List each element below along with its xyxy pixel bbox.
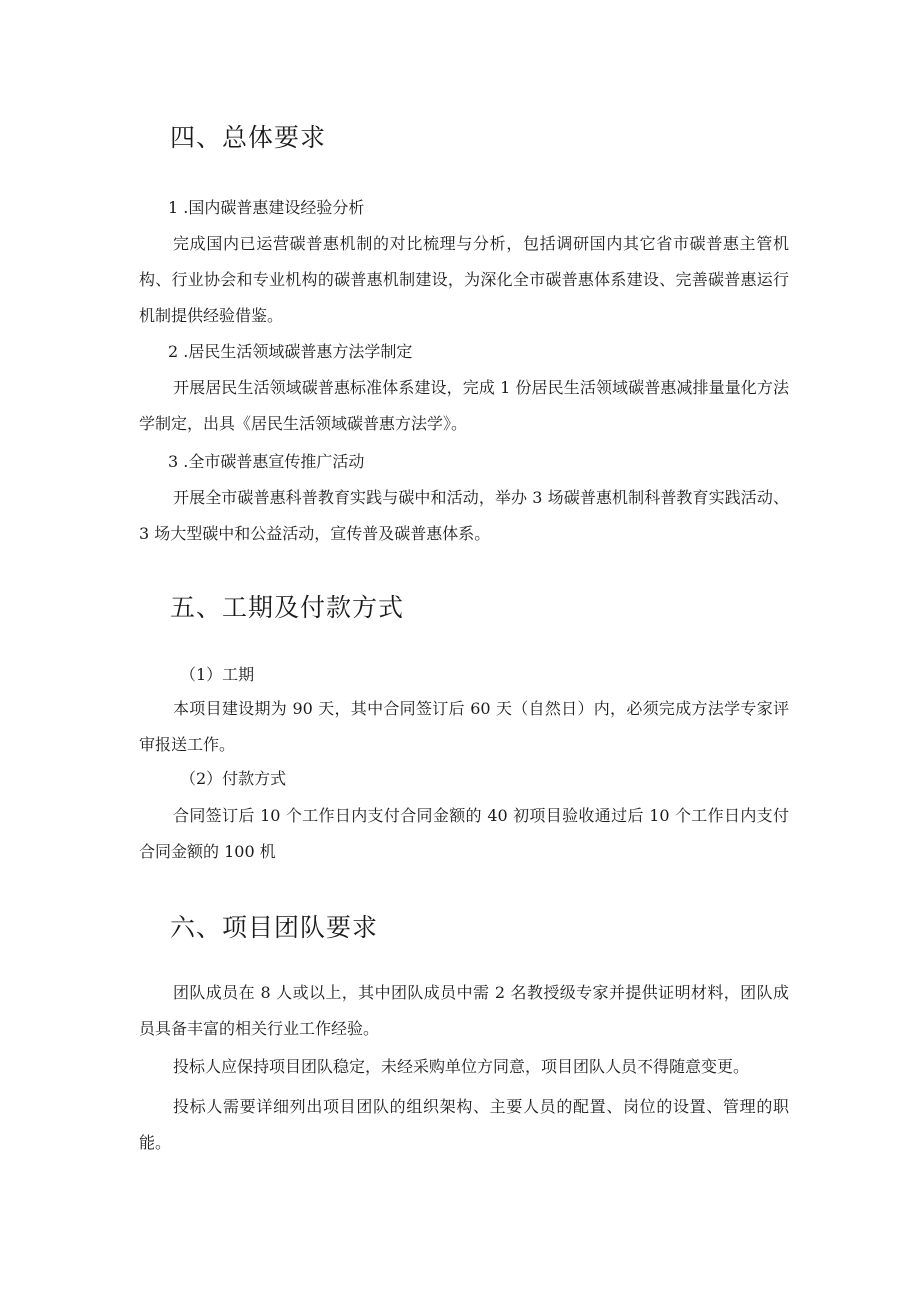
subheading-5-1: （1）工期 [180, 665, 255, 684]
paragraph-4-3: 开展全市碳普惠科普教育实践与碳中和活动，举办 3 场碳普惠机制科普教育实践活动、3 场大型碳中和公益活动，宣传普及碳普惠体系。 [139, 488, 789, 543]
paragraph-5-1: 本项目建设期为 90 天，其中合同签订后 60 天（自然日）内，必须完成方法学专家评审报送工作。 [139, 699, 789, 754]
section-heading-6: 六、项目团队要求 [170, 913, 379, 942]
paragraph-4-2: 开展居民生活领域碳普惠标准体系建设，完成 1 份居民生活领域碳普惠减排量量化方法学制定，出具《居民生活领域碳普惠方法学》。 [139, 378, 789, 433]
paragraph-6-1: 团队成员在 8 人或以上，其中团队成员中需 2 名教授级专家并提供证明材料，团队成员具备丰富的相关行业工作经验。 [139, 983, 789, 1038]
subheading-4-1: 1 .国内碳普惠建设经验分析 [168, 198, 365, 217]
paragraph-6-3: 投标人需要详细列出项目团队的组织架构、主要人员的配置、岗位的设置、管理的职能。 [139, 1097, 789, 1152]
paragraph-6-2: 投标人应保持项目团队稳定，未经采购单位方同意，项目团队人员不得随意变更。 [173, 1057, 750, 1076]
section-heading-4: 四、总体要求 [170, 123, 327, 152]
paragraph-4-1: 完成国内已运营碳普惠机制的对比梳理与分析，包括调研国内其它省市碳普惠主管机构、行业协会和专业机构的碳普惠机制建设，为深化全市碳普惠体系建设、完善碳普惠运行机制提供经验借鉴。 [139, 234, 789, 325]
subheading-5-2: （2）付款方式 [180, 769, 287, 788]
paragraph-5-2: 合同签订后 10 个工作日内支付合同金额的 40 初项目验收通过后 10 个工作日内支付合同金额的 100 机 [139, 806, 789, 861]
section-heading-5: 五、工期及付款方式 [170, 593, 405, 622]
subheading-4-2: 2 .居民生活领域碳普惠方法学制定 [168, 342, 413, 361]
subheading-4-3: 3 .全市碳普惠宣传推广活动 [168, 452, 365, 471]
